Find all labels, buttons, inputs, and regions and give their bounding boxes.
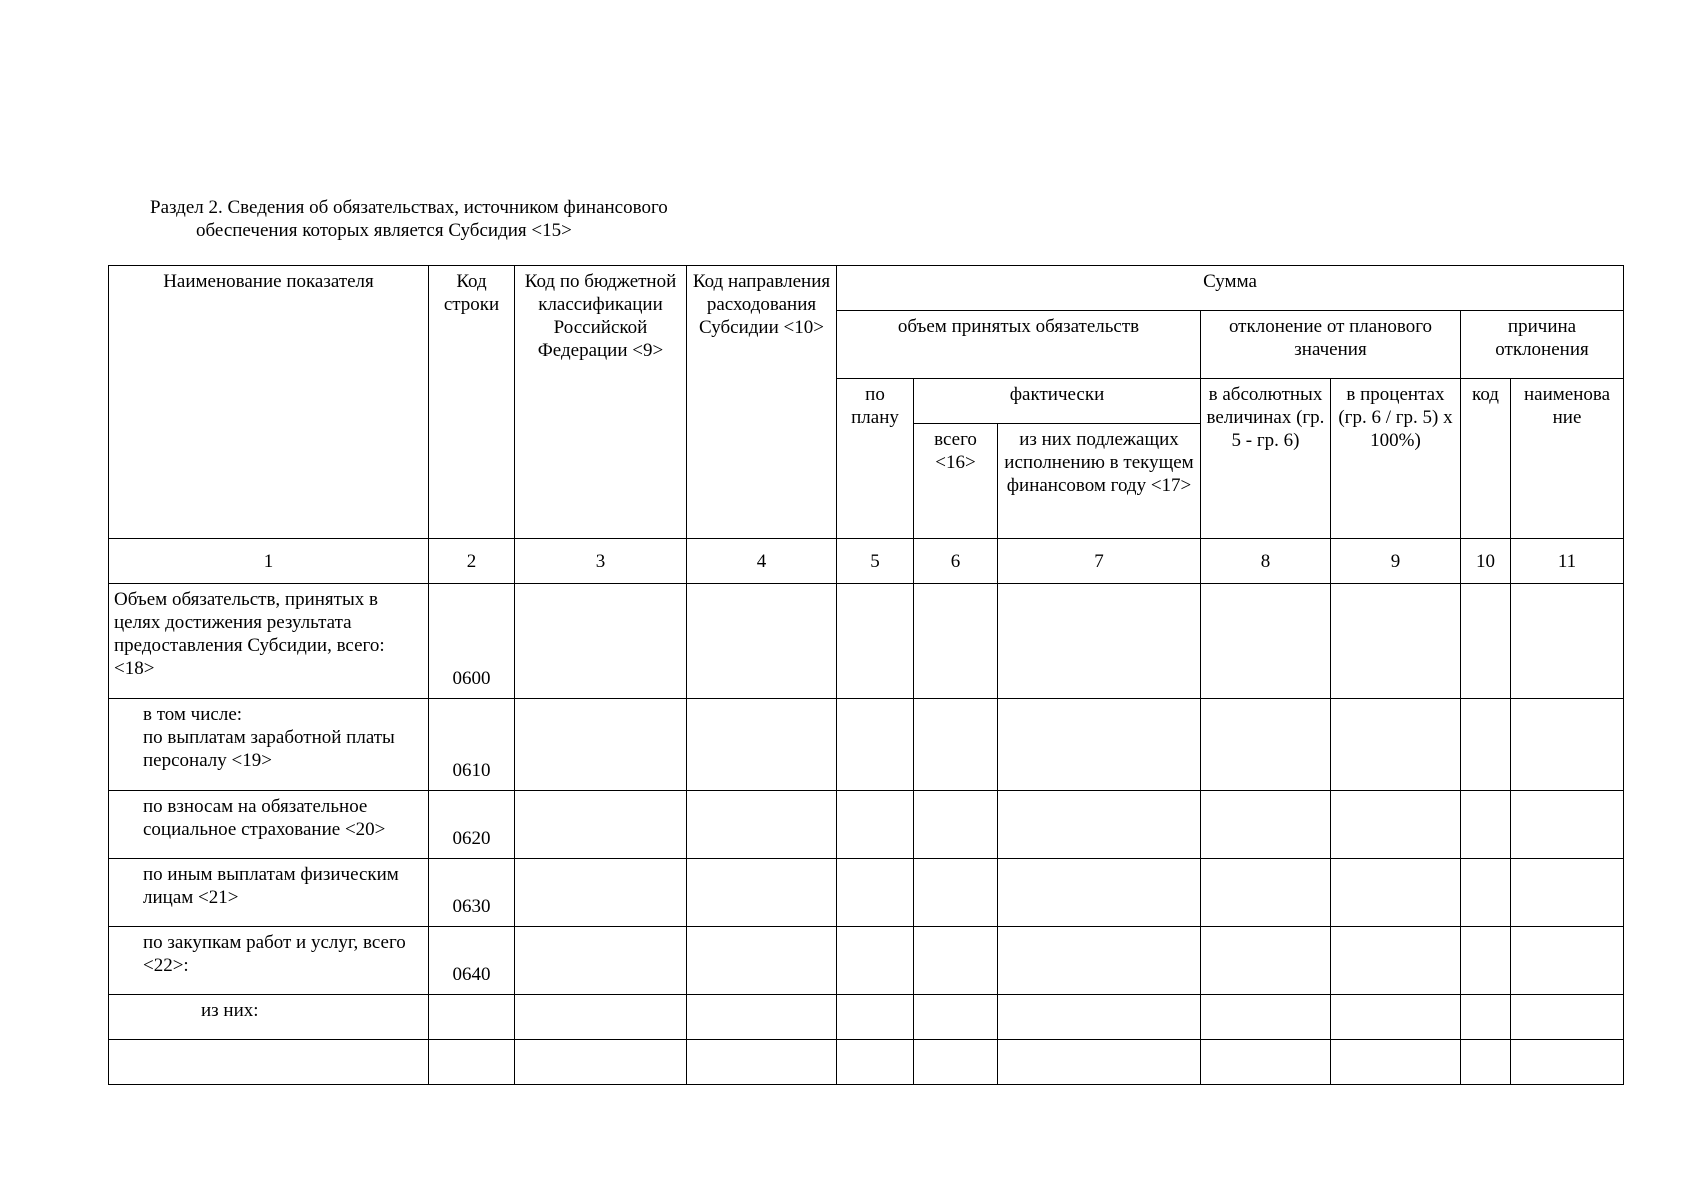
header-current-year: из них подлежащих исполнению в текущем финансовом году <17> [998,424,1201,539]
data-cell[interactable] [1511,791,1624,859]
obligations-table [108,265,1624,1085]
row-label: по иным выплатам физическим лицам <21> [109,859,429,927]
header-row-1 [109,266,1624,311]
data-cell[interactable] [837,699,914,791]
data-cell[interactable] [687,699,837,791]
section-title-line-2: обеспечения которых является Субсидия <15> [196,220,572,241]
data-cell[interactable] [1331,699,1461,791]
data-cell[interactable] [1331,859,1461,927]
data-cell[interactable] [914,584,998,699]
column-number: 8 [1201,539,1331,584]
data-cell[interactable] [1331,995,1461,1040]
row-code: 0600 [429,584,515,699]
column-number: 4 [687,539,837,584]
data-cell[interactable] [1331,1040,1461,1085]
data-cell[interactable] [1331,584,1461,699]
data-cell[interactable] [837,584,914,699]
column-number: 10 [1461,539,1511,584]
data-cell[interactable] [1201,699,1331,791]
data-cell[interactable] [1511,1040,1624,1085]
row-code: 0640 [429,927,515,995]
data-cell[interactable] [914,791,998,859]
header-plan: по плану [837,379,914,539]
section-title-line-1: Раздел 2. Сведения об обязательствах, источником финансового [150,197,668,218]
data-cell[interactable] [1201,927,1331,995]
row-label: Объем обязательств, принятых в целях достижения результата предоставления Субсидии, всего: <18> [109,584,429,699]
row-label: из них: [109,995,429,1040]
header-reason: причина отклонения [1461,311,1624,379]
data-cell[interactable] [1461,927,1511,995]
data-cell[interactable] [1331,927,1461,995]
data-cell[interactable] [515,1040,687,1085]
data-cell[interactable] [515,791,687,859]
header-budget-code: Код по бюджетной классификации Российской Федерации <9> [515,266,687,539]
table-row [109,791,1624,859]
data-cell[interactable] [1461,995,1511,1040]
table-row [109,927,1624,995]
row-label [109,699,429,791]
data-cell[interactable] [998,584,1201,699]
data-cell[interactable] [837,927,914,995]
data-cell[interactable] [998,1040,1201,1085]
column-number-row [109,539,1624,584]
column-number: 9 [1331,539,1461,584]
data-cell[interactable] [914,699,998,791]
header-row-code: Код строки [429,266,515,539]
table-row [109,699,1624,791]
table-row [109,995,1624,1040]
data-cell[interactable] [837,859,914,927]
data-cell[interactable] [687,927,837,995]
data-cell[interactable] [687,1040,837,1085]
header-percent: в процентах (гр. 6 / гр. 5) x 100%) [1331,379,1461,539]
data-cell[interactable] [515,859,687,927]
table-row [109,859,1624,927]
data-cell[interactable] [1461,584,1511,699]
data-cell[interactable] [687,859,837,927]
data-cell[interactable] [998,927,1201,995]
data-cell[interactable] [914,995,998,1040]
row-code: 0630 [429,859,515,927]
header-reason-name: наименова ние [1511,379,1624,539]
data-cell[interactable] [914,1040,998,1085]
data-cell[interactable] [687,584,837,699]
section-title [150,196,668,242]
column-number: 3 [515,539,687,584]
data-cell[interactable] [1461,859,1511,927]
row-label [109,1040,429,1085]
header-direction-code: Код направления расходования Субсидии <10> [687,266,837,539]
data-cell[interactable] [1511,584,1624,699]
data-cell[interactable] [1201,1040,1331,1085]
data-cell[interactable] [1511,995,1624,1040]
header-actual: фактически [914,379,1201,424]
row-label-text: по выплатам заработной платы персоналу <19> [143,727,395,771]
header-obligations: объем принятых обязательств [837,311,1201,379]
header-absolute: в абсолютных величинах (гр. 5 - гр. 6) [1201,379,1331,539]
data-cell[interactable] [837,1040,914,1085]
data-cell[interactable] [515,584,687,699]
data-cell[interactable] [1201,859,1331,927]
header-deviation: отклонение от планового значения [1201,311,1461,379]
data-cell[interactable] [687,995,837,1040]
data-cell[interactable] [1461,1040,1511,1085]
data-cell[interactable] [1511,699,1624,791]
row-code [429,995,515,1040]
column-number: 5 [837,539,914,584]
data-cell[interactable] [998,699,1201,791]
row-code: 0620 [429,791,515,859]
data-cell[interactable] [1511,859,1624,927]
data-cell[interactable] [837,791,914,859]
data-cell[interactable] [515,699,687,791]
data-cell[interactable] [1201,791,1331,859]
column-number: 1 [109,539,429,584]
data-cell[interactable] [998,995,1201,1040]
data-cell[interactable] [998,859,1201,927]
data-cell[interactable] [1461,699,1511,791]
row-label-prefix: в том числе: [143,704,243,725]
data-cell[interactable] [998,791,1201,859]
data-cell[interactable] [515,995,687,1040]
data-cell[interactable] [1511,927,1624,995]
data-cell[interactable] [1461,791,1511,859]
data-cell[interactable] [914,859,998,927]
data-cell[interactable] [914,927,998,995]
row-code [429,1040,515,1085]
header-name: Наименование показателя [109,266,429,539]
row-label: по взносам на обязательное социальное страхование <20> [109,791,429,859]
column-number: 7 [998,539,1201,584]
data-cell[interactable] [1331,791,1461,859]
column-number: 6 [914,539,998,584]
table-row [109,1040,1624,1085]
header-total: всего <16> [914,424,998,539]
data-cell[interactable] [687,791,837,859]
table-row [109,584,1624,699]
data-cell[interactable] [1201,995,1331,1040]
row-label: по закупкам работ и услуг, всего <22>: [109,927,429,995]
header-sum: Сумма [837,266,1624,311]
header-reason-code: код [1461,379,1511,539]
row-code: 0610 [429,699,515,791]
data-cell[interactable] [515,927,687,995]
column-number: 11 [1511,539,1624,584]
column-number: 2 [429,539,515,584]
data-cell[interactable] [837,995,914,1040]
data-cell[interactable] [1201,584,1331,699]
